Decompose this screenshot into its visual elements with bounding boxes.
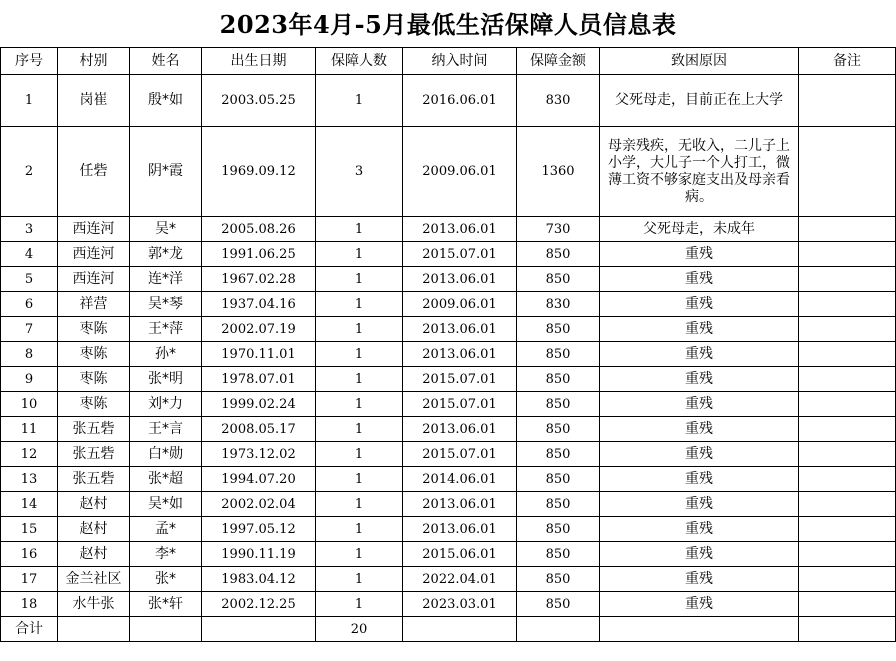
cell-note — [799, 467, 896, 492]
cell-birth-date: 1991.06.25 — [202, 242, 316, 267]
cell-cause: 父死母走，未成年 — [600, 217, 799, 242]
cell-seq: 14 — [1, 492, 58, 517]
cell-join-date: 2015.07.01 — [403, 242, 517, 267]
total-row — [1, 617, 896, 642]
cell-seq: 18 — [1, 592, 58, 617]
cell-cause: 重残 — [600, 342, 799, 367]
cell-village: 枣陈 — [58, 342, 130, 367]
cell-cause: 重残 — [600, 267, 799, 292]
cell-covered-count: 1 — [316, 467, 403, 492]
cell-amount: 830 — [517, 292, 600, 317]
cell-join-date: 2013.06.01 — [403, 267, 517, 292]
table-row — [1, 292, 896, 317]
cell-note — [799, 317, 896, 342]
cell-join-date: 2013.06.01 — [403, 317, 517, 342]
total-empty-cell — [799, 617, 896, 642]
cell-join-date: 2013.06.01 — [403, 342, 517, 367]
page-title: 2023年4月-5月最低生活保障人员信息表 — [219, 10, 677, 39]
cell-seq: 2 — [1, 127, 58, 217]
cell-note — [799, 442, 896, 467]
cell-village: 赵村 — [58, 542, 130, 567]
cell-covered-count: 3 — [316, 127, 403, 217]
cell-amount: 850 — [517, 492, 600, 517]
total-count: 20 — [316, 617, 403, 642]
cell-village: 西连河 — [58, 242, 130, 267]
header-cell: 保障金额 — [517, 48, 600, 75]
cell-amount: 730 — [517, 217, 600, 242]
cell-amount: 850 — [517, 317, 600, 342]
cell-note — [799, 492, 896, 517]
cell-join-date: 2014.06.01 — [403, 467, 517, 492]
cell-cause: 重残 — [600, 292, 799, 317]
cell-cause: 重残 — [600, 567, 799, 592]
cell-name: 王*言 — [130, 417, 202, 442]
table-row — [1, 317, 896, 342]
cell-join-date: 2023.03.01 — [403, 592, 517, 617]
cell-amount: 1360 — [517, 127, 600, 217]
cell-covered-count: 1 — [316, 517, 403, 542]
cell-cause: 重残 — [600, 392, 799, 417]
table-row — [1, 242, 896, 267]
cell-cause: 重残 — [600, 517, 799, 542]
cell-name: 阴*霞 — [130, 127, 202, 217]
header-cell: 备注 — [799, 48, 896, 75]
cell-seq: 10 — [1, 392, 58, 417]
cell-covered-count: 1 — [316, 592, 403, 617]
cell-village: 枣陈 — [58, 317, 130, 342]
cell-birth-date: 1973.12.02 — [202, 442, 316, 467]
cell-name: 白*勋 — [130, 442, 202, 467]
cell-covered-count: 1 — [316, 75, 403, 127]
cell-amount: 850 — [517, 592, 600, 617]
cell-cause: 重残 — [600, 542, 799, 567]
total-empty-cell — [58, 617, 130, 642]
cell-cause: 父死母走，目前正在上大学 — [600, 75, 799, 127]
cell-seq: 4 — [1, 242, 58, 267]
cell-note — [799, 292, 896, 317]
cell-seq: 6 — [1, 292, 58, 317]
cell-join-date: 2013.06.01 — [403, 417, 517, 442]
cell-name: 连*洋 — [130, 267, 202, 292]
cell-village: 张五砦 — [58, 417, 130, 442]
cell-note — [799, 217, 896, 242]
cell-birth-date: 1969.09.12 — [202, 127, 316, 217]
table-row — [1, 267, 896, 292]
cell-covered-count: 1 — [316, 317, 403, 342]
cell-note — [799, 342, 896, 367]
cell-seq: 16 — [1, 542, 58, 567]
cell-join-date: 2015.07.01 — [403, 392, 517, 417]
table-row — [1, 517, 896, 542]
cell-village: 西连河 — [58, 217, 130, 242]
table-row — [1, 492, 896, 517]
cell-village: 岗崔 — [58, 75, 130, 127]
cell-name: 张*超 — [130, 467, 202, 492]
header-cell: 姓名 — [130, 48, 202, 75]
cell-village: 枣陈 — [58, 367, 130, 392]
cell-name: 张*轩 — [130, 592, 202, 617]
cell-amount: 850 — [517, 367, 600, 392]
header-cell: 致困原因 — [600, 48, 799, 75]
cell-amount: 850 — [517, 517, 600, 542]
cell-join-date: 2013.06.01 — [403, 492, 517, 517]
cell-amount: 850 — [517, 542, 600, 567]
cell-note — [799, 592, 896, 617]
cell-join-date: 2013.06.01 — [403, 517, 517, 542]
cell-seq: 9 — [1, 367, 58, 392]
cell-cause: 重残 — [600, 442, 799, 467]
cell-cause: 重残 — [600, 467, 799, 492]
cell-amount: 850 — [517, 342, 600, 367]
cell-name: 吴*如 — [130, 492, 202, 517]
cell-note — [799, 567, 896, 592]
cell-note — [799, 517, 896, 542]
total-label: 合计 — [1, 617, 58, 642]
cell-amount: 850 — [517, 417, 600, 442]
cell-amount: 850 — [517, 567, 600, 592]
cell-amount: 850 — [517, 392, 600, 417]
header-cell: 序号 — [1, 48, 58, 75]
cell-join-date: 2016.06.01 — [403, 75, 517, 127]
cell-note — [799, 542, 896, 567]
header-cell: 村别 — [58, 48, 130, 75]
cell-name: 张* — [130, 567, 202, 592]
total-empty-cell — [517, 617, 600, 642]
cell-note — [799, 267, 896, 292]
table-row — [1, 217, 896, 242]
cell-village: 金兰社区 — [58, 567, 130, 592]
cell-village: 张五砦 — [58, 442, 130, 467]
cell-name: 张*明 — [130, 367, 202, 392]
table-row — [1, 567, 896, 592]
cell-birth-date: 2002.02.04 — [202, 492, 316, 517]
cell-birth-date: 1937.04.16 — [202, 292, 316, 317]
cell-village: 西连河 — [58, 267, 130, 292]
cell-name: 李* — [130, 542, 202, 567]
cell-birth-date: 2003.05.25 — [202, 75, 316, 127]
cell-name: 孙* — [130, 342, 202, 367]
cell-join-date: 2013.06.01 — [403, 217, 517, 242]
cell-covered-count: 1 — [316, 292, 403, 317]
cell-covered-count: 1 — [316, 567, 403, 592]
table-row — [1, 442, 896, 467]
cell-seq: 15 — [1, 517, 58, 542]
cell-cause: 重残 — [600, 492, 799, 517]
cell-covered-count: 1 — [316, 342, 403, 367]
cell-covered-count: 1 — [316, 367, 403, 392]
cell-seq: 7 — [1, 317, 58, 342]
table-row — [1, 342, 896, 367]
table-row — [1, 75, 896, 127]
cell-village: 赵村 — [58, 517, 130, 542]
cell-village: 赵村 — [58, 492, 130, 517]
cell-village: 水牛张 — [58, 592, 130, 617]
cell-cause: 重残 — [600, 242, 799, 267]
table-row — [1, 127, 896, 217]
cell-cause: 重残 — [600, 417, 799, 442]
cell-village: 张五砦 — [58, 467, 130, 492]
cell-amount: 850 — [517, 467, 600, 492]
cell-seq: 5 — [1, 267, 58, 292]
cell-name: 王*萍 — [130, 317, 202, 342]
table-row — [1, 392, 896, 417]
cell-covered-count: 1 — [316, 492, 403, 517]
cell-birth-date: 1967.02.28 — [202, 267, 316, 292]
table-row — [1, 417, 896, 442]
cell-covered-count: 1 — [316, 442, 403, 467]
cell-join-date: 2015.07.01 — [403, 367, 517, 392]
cell-seq: 1 — [1, 75, 58, 127]
cell-covered-count: 1 — [316, 392, 403, 417]
header-cell: 纳入时间 — [403, 48, 517, 75]
cell-birth-date: 2005.08.26 — [202, 217, 316, 242]
table-row — [1, 367, 896, 392]
cell-seq: 12 — [1, 442, 58, 467]
cell-covered-count: 1 — [316, 267, 403, 292]
cell-seq: 11 — [1, 417, 58, 442]
cell-village: 枣陈 — [58, 392, 130, 417]
cell-join-date: 2009.06.01 — [403, 292, 517, 317]
cell-birth-date: 1983.04.12 — [202, 567, 316, 592]
cell-name: 刘*力 — [130, 392, 202, 417]
table-header-row — [1, 48, 896, 75]
cell-note — [799, 392, 896, 417]
cell-join-date: 2015.07.01 — [403, 442, 517, 467]
cell-seq: 3 — [1, 217, 58, 242]
cell-amount: 850 — [517, 267, 600, 292]
cell-note — [799, 417, 896, 442]
cell-birth-date: 1990.11.19 — [202, 542, 316, 567]
cell-note — [799, 242, 896, 267]
cell-join-date: 2015.06.01 — [403, 542, 517, 567]
cell-name: 殷*如 — [130, 75, 202, 127]
cell-birth-date: 2002.12.25 — [202, 592, 316, 617]
cell-cause: 母亲残疾，无收入，二儿子上小学，大儿子一个人打工，微薄工资不够家庭支出及母亲看病。 — [600, 127, 799, 217]
cell-cause: 重残 — [600, 317, 799, 342]
cell-village: 任砦 — [58, 127, 130, 217]
total-empty-cell — [403, 617, 517, 642]
cell-name: 吴* — [130, 217, 202, 242]
cell-cause: 重残 — [600, 592, 799, 617]
cell-village: 祥营 — [58, 292, 130, 317]
cell-note — [799, 367, 896, 392]
cell-covered-count: 1 — [316, 542, 403, 567]
cell-birth-date: 1978.07.01 — [202, 367, 316, 392]
cell-birth-date: 1970.11.01 — [202, 342, 316, 367]
cell-cause: 重残 — [600, 367, 799, 392]
cell-covered-count: 1 — [316, 217, 403, 242]
cell-amount: 850 — [517, 242, 600, 267]
cell-join-date: 2009.06.01 — [403, 127, 517, 217]
table-row — [1, 467, 896, 492]
cell-name: 郭*龙 — [130, 242, 202, 267]
cell-covered-count: 1 — [316, 417, 403, 442]
header-cell: 保障人数 — [316, 48, 403, 75]
cell-note — [799, 75, 896, 127]
cell-birth-date: 1994.07.20 — [202, 467, 316, 492]
total-empty-cell — [600, 617, 799, 642]
cell-birth-date: 1997.05.12 — [202, 517, 316, 542]
header-cell: 出生日期 — [202, 48, 316, 75]
cell-birth-date: 1999.02.24 — [202, 392, 316, 417]
cell-birth-date: 2008.05.17 — [202, 417, 316, 442]
cell-birth-date: 2002.07.19 — [202, 317, 316, 342]
cell-covered-count: 1 — [316, 242, 403, 267]
cell-join-date: 2022.04.01 — [403, 567, 517, 592]
cell-seq: 13 — [1, 467, 58, 492]
cell-amount: 850 — [517, 442, 600, 467]
cell-note — [799, 127, 896, 217]
total-empty-cell — [130, 617, 202, 642]
cell-name: 吴*琴 — [130, 292, 202, 317]
table-row — [1, 592, 896, 617]
allowance-table — [0, 47, 896, 642]
cell-amount: 830 — [517, 75, 600, 127]
cell-seq: 17 — [1, 567, 58, 592]
cell-seq: 8 — [1, 342, 58, 367]
total-empty-cell — [202, 617, 316, 642]
cell-name: 孟* — [130, 517, 202, 542]
table-row — [1, 542, 896, 567]
